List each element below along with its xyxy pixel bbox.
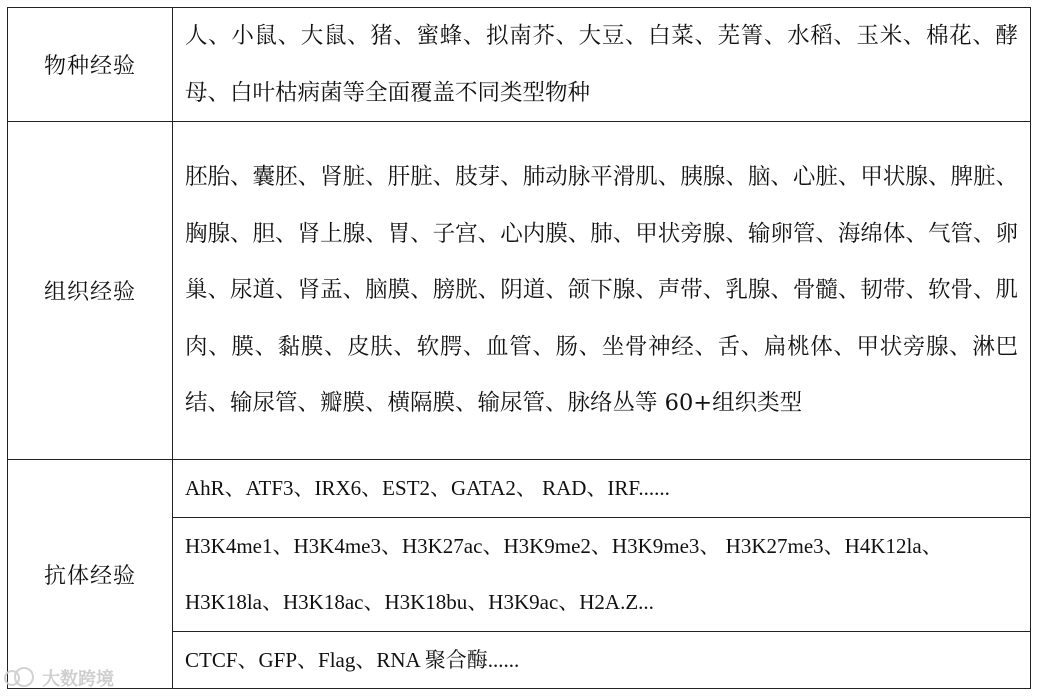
species-label: 物种经验 — [8, 8, 173, 122]
watermark — [4, 664, 114, 692]
antibody-line-1: AhR、ATF3、IRX6、EST2、GATA2、 RAD、IRF...... — [173, 460, 1031, 518]
table-row-species — [8, 8, 1031, 122]
table-row-antibody-1 — [8, 460, 1031, 518]
experience-table — [7, 7, 1031, 689]
watermark-text: 大数跨境 — [42, 669, 114, 690]
table-row-tissue — [8, 122, 1031, 460]
tissue-content: 胚胎、囊胚、肾脏、肝脏、肢芽、肺动脉平滑肌、胰腺、脑、心脏、甲状腺、脾脏、胸腺、胆、肾上腺、胃、子宫、心内膜、肺、甲状旁腺、输卵管、海绵体、气管、卵巢、尿道、肾盂、脑膜、膀胱、阴道、颌下腺、声带、乳腺、骨髓、韧带、软骨、肌肉、膜、黏膜、皮肤、软腭、血管、肠、坐骨神经、舌、扁桃体、甲状旁腺、淋巴结、输尿管、瓣膜、横隔膜、输尿管、脉络丛等 60+组织类型 — [173, 122, 1031, 460]
antibody-line-2: H3K4me1、H3K4me3、H3K27ac、H3K9me2、H3K9me3、 H3K27me3、H4K12la、H3K18la、H3K18ac、H3K18bu、H3K9ac、H2A.Z... — [173, 517, 1031, 631]
antibody-label: 抗体经验 — [8, 460, 173, 689]
antibody-line-3: CTCF、GFP、Flag、RNA 聚合酶...... — [173, 631, 1031, 689]
species-content: 人、小鼠、大鼠、猪、蜜蜂、拟南芥、大豆、白菜、芜箐、水稻、玉米、棉花、酵母、白叶枯病菌等全面覆盖不同类型物种 — [173, 8, 1031, 122]
logo-icon — [4, 667, 36, 689]
tissue-label: 组织经验 — [8, 122, 173, 460]
